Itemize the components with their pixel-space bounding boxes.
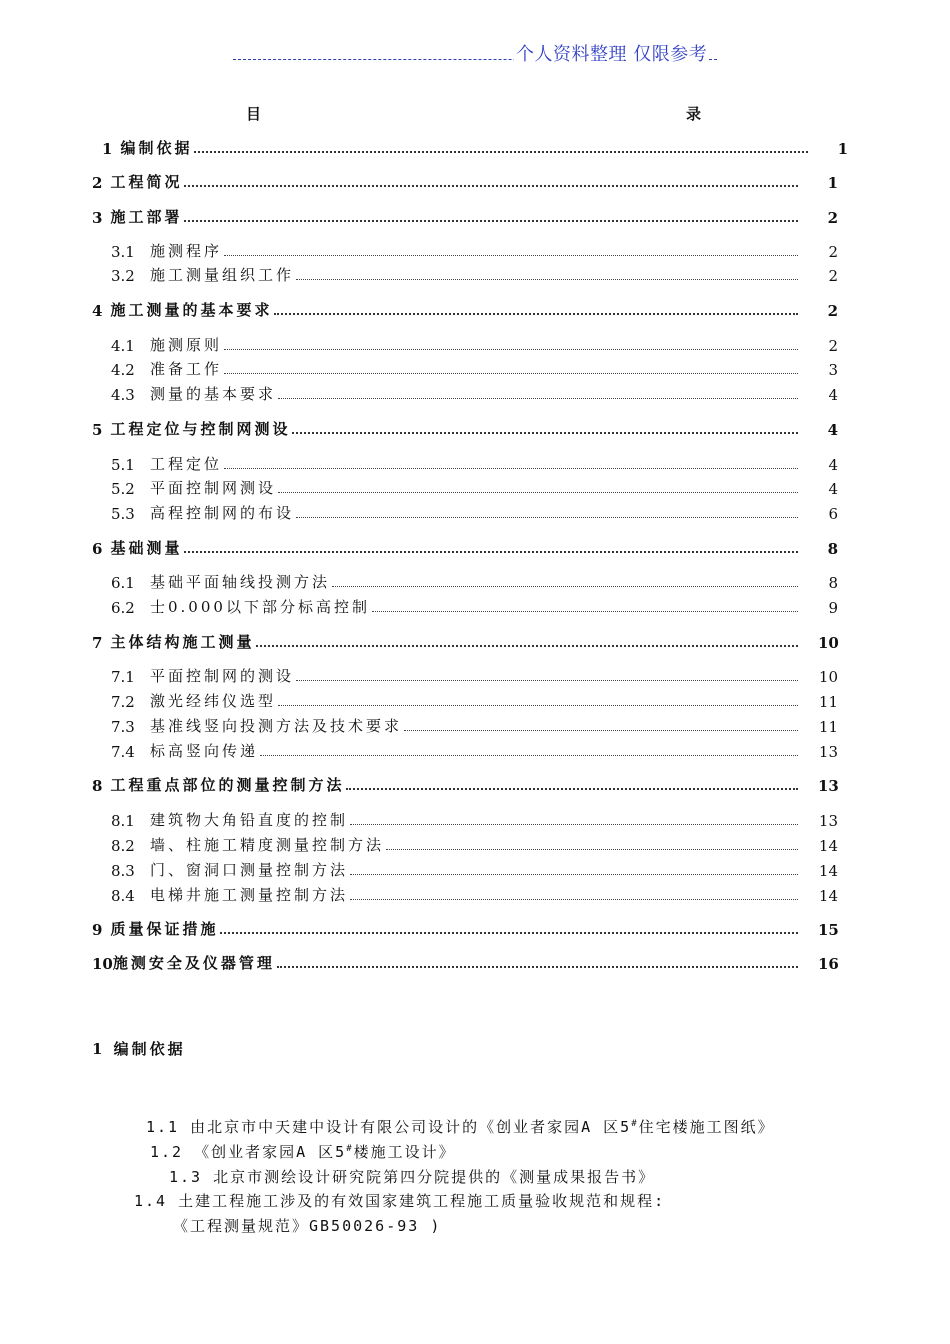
toc-entry-title: 施工部署 xyxy=(110,208,183,226)
header-text: 个人资料整理 仅限参考 xyxy=(514,40,709,66)
toc-entry-number: 2 xyxy=(92,174,103,192)
body-line-text: 1.2 《创业者家园A 区5 xyxy=(150,1143,347,1161)
toc-entry-title: 编制依据 xyxy=(120,139,193,157)
toc-entry-page: 8 xyxy=(828,574,838,592)
body-line xyxy=(150,1141,456,1162)
toc-entry-number: 4 xyxy=(92,302,103,320)
body-line-text: 1.1 由北京市中天建中设计有限公司设计的《创业者家园A 区5 xyxy=(146,1118,632,1136)
toc-entry[interactable] xyxy=(111,833,838,855)
toc-entry-page: 15 xyxy=(818,921,839,939)
toc-entry-page: 4 xyxy=(828,386,838,404)
body-line xyxy=(134,1190,665,1211)
toc-entry-number: 4.1 xyxy=(111,337,135,355)
toc-leader-dots xyxy=(184,551,798,553)
toc-entry-page: 2 xyxy=(828,243,838,261)
toc-entry-number: 8.2 xyxy=(111,837,135,855)
section-title: 1 编制依据 xyxy=(92,1040,186,1058)
toc-leader-dots xyxy=(346,788,798,790)
toc-leader-dots xyxy=(224,255,798,256)
toc-entry-page: 10 xyxy=(818,668,838,686)
toc-entry-title: 激光经纬仪选型 xyxy=(150,692,277,710)
toc-entry-number: 10 xyxy=(92,955,113,973)
toc-leader-dots xyxy=(296,279,798,280)
toc-entry-number: 3.1 xyxy=(111,243,135,261)
toc-entry-page: 2 xyxy=(827,302,838,320)
toc-entry-number: 6.2 xyxy=(111,599,135,617)
toc-entry-page: 8 xyxy=(827,540,838,558)
toc-entry-title: 主体结构施工测量 xyxy=(110,633,255,651)
toc-leader-dots xyxy=(350,899,798,900)
toc-entry-page: 14 xyxy=(818,862,838,880)
body-line xyxy=(146,1116,775,1137)
toc-leader-dots xyxy=(184,185,798,187)
toc-entry-number: 5.2 xyxy=(111,480,135,498)
toc-entry-page: 14 xyxy=(818,837,838,855)
toc-entry-title: 质量保证措施 xyxy=(110,920,219,938)
toc-entry-number: 4.3 xyxy=(111,386,135,404)
toc-entry-page: 1 xyxy=(837,140,848,158)
toc-entry-title: 电梯井施工测量控制方法 xyxy=(150,886,349,904)
toc-entry-title: 工程简况 xyxy=(110,173,183,191)
toc-leader-dots xyxy=(224,468,798,469)
toc-entry-page: 2 xyxy=(828,337,838,355)
toc-entry-number: 7.1 xyxy=(111,668,135,686)
toc-entry-title: 士0.000以下部分标高控制 xyxy=(150,598,370,616)
toc-entry-page: 11 xyxy=(818,718,838,736)
toc-entry-title: 工程重点部位的测量控制方法 xyxy=(110,776,345,794)
body-line xyxy=(173,1215,441,1236)
toc-entry[interactable] xyxy=(92,951,838,973)
toc-entry[interactable] xyxy=(111,883,838,905)
toc-entry[interactable] xyxy=(111,595,838,617)
toc-entry-page: 2 xyxy=(827,209,838,227)
toc-entry[interactable] xyxy=(92,773,838,795)
body-line-superscript: # xyxy=(631,1119,639,1129)
body-line-text: 1.4 土建工程施工涉及的有效国家建筑工程施工质量验收规范和规程: xyxy=(134,1192,666,1210)
body-line-text-tail: 楼施工设计》 xyxy=(353,1143,456,1161)
toc-entry[interactable] xyxy=(92,298,838,320)
toc-entry[interactable] xyxy=(111,452,838,474)
toc-entry[interactable] xyxy=(92,536,838,558)
toc-entry[interactable] xyxy=(111,739,838,761)
toc-leader-dots xyxy=(404,730,798,731)
toc-entry-page: 4 xyxy=(827,421,838,439)
toc-entry[interactable] xyxy=(111,239,838,261)
toc-entry-title: 施测程序 xyxy=(150,242,223,260)
toc-entry-title: 工程定位 xyxy=(150,455,223,473)
toc-entry-page: 4 xyxy=(828,480,838,498)
toc-entry-number: 8.4 xyxy=(111,887,135,905)
toc-entry-number: 1 xyxy=(102,140,113,158)
toc-leader-dots xyxy=(278,705,798,706)
toc-entry-page: 13 xyxy=(818,743,838,761)
toc-entry-number: 6 xyxy=(92,540,103,558)
body-line-text: 《工程测量规范》GB50026-93 ) xyxy=(173,1217,442,1235)
toc-entry-number: 8 xyxy=(92,777,103,795)
toc-entry-title: 平面控制网测设 xyxy=(150,479,277,497)
toc-entry-title: 施测安全及仪器管理 xyxy=(112,954,275,972)
toc-leader-dots xyxy=(296,680,798,681)
toc-entry-page: 9 xyxy=(828,599,838,617)
toc-entry[interactable] xyxy=(92,417,838,439)
toc-leader-dots xyxy=(220,932,798,934)
toc-entry-number: 7 xyxy=(92,634,103,652)
toc-entry-title: 准备工作 xyxy=(150,360,223,378)
toc-entry-title: 墙、柱施工精度测量控制方法 xyxy=(150,836,385,854)
toc-entry[interactable] xyxy=(111,808,838,830)
toc-entry-number: 3.2 xyxy=(111,267,135,285)
toc-entry-title: 门、窗洞口测量控制方法 xyxy=(150,861,349,879)
toc-leader-dots xyxy=(332,586,798,587)
toc-entry-title: 测量的基本要求 xyxy=(150,385,277,403)
toc-entry-number: 6.1 xyxy=(111,574,135,592)
toc-entry-title: 施测原则 xyxy=(150,336,223,354)
toc-entry-number: 5 xyxy=(92,421,103,439)
toc-entry[interactable] xyxy=(111,664,838,686)
toc-leader-dots xyxy=(194,151,808,153)
toc-entry[interactable] xyxy=(111,476,838,498)
toc-entry-number: 7.3 xyxy=(111,718,135,736)
toc-leader-dots xyxy=(224,349,798,350)
body-line xyxy=(169,1166,655,1187)
toc-entry[interactable] xyxy=(92,630,838,652)
toc-entry-page: 1 xyxy=(827,174,838,192)
toc-leader-dots xyxy=(184,220,798,222)
toc-leader-dots xyxy=(386,849,798,850)
toc-entry-page: 16 xyxy=(818,955,839,973)
toc-title-right: 录 xyxy=(686,105,702,123)
toc-entry-page: 13 xyxy=(818,777,839,795)
toc-entry-number: 7.2 xyxy=(111,693,135,711)
toc-leader-dots xyxy=(260,755,798,756)
toc-entry-title: 工程定位与控制网测设 xyxy=(110,420,291,438)
toc-leader-dots xyxy=(256,645,798,647)
toc-entry-title: 平面控制网的测设 xyxy=(150,667,295,685)
toc-entry[interactable] xyxy=(92,170,838,192)
toc-entry-page: 3 xyxy=(828,361,838,379)
toc-entry[interactable] xyxy=(111,689,838,711)
toc-entry-number: 4.2 xyxy=(111,361,135,379)
body-line-text: 1.3 北京市测绘设计研究院第四分院提供的《测量成果报告书》 xyxy=(169,1168,656,1186)
toc-entry[interactable] xyxy=(102,136,848,158)
toc-entry-page: 11 xyxy=(818,693,838,711)
toc-entry[interactable] xyxy=(111,263,838,285)
toc-entry[interactable] xyxy=(111,570,838,592)
toc-title-left: 目 xyxy=(246,105,262,123)
toc-entry-number: 3 xyxy=(92,209,103,227)
toc-leader-dots xyxy=(278,492,798,493)
toc-entry-number: 9 xyxy=(92,921,103,939)
toc-entry-title: 基础测量 xyxy=(110,539,183,557)
toc-leader-dots xyxy=(292,432,798,434)
toc-entry[interactable] xyxy=(111,714,838,736)
toc-entry[interactable] xyxy=(111,333,838,355)
toc-leader-dots xyxy=(277,966,798,968)
toc-entry[interactable] xyxy=(111,501,838,523)
toc-entry-title: 基础平面轴线投测方法 xyxy=(150,573,331,591)
toc-entry-page: 13 xyxy=(818,812,838,830)
toc-entry-number: 5.1 xyxy=(111,456,135,474)
toc-leader-dots xyxy=(224,373,798,374)
toc-leader-dots xyxy=(350,824,798,825)
toc-entry-title: 建筑物大角铅直度的控制 xyxy=(150,811,349,829)
toc-entry-title: 基准线竖向投测方法及技术要求 xyxy=(150,717,403,735)
toc-leader-dots xyxy=(274,313,798,315)
toc-entry[interactable] xyxy=(111,382,838,404)
toc-entry-title: 施工测量的基本要求 xyxy=(110,301,273,319)
toc-entry[interactable] xyxy=(111,357,838,379)
toc-entry[interactable] xyxy=(92,917,838,939)
toc-entry-title: 高程控制网的布设 xyxy=(150,504,295,522)
toc-entry-page: 4 xyxy=(828,456,838,474)
toc-entry-number: 8.1 xyxy=(111,812,135,830)
toc-leader-dots xyxy=(372,611,798,612)
toc-entry-page: 6 xyxy=(828,505,838,523)
toc-leader-dots xyxy=(350,874,798,875)
toc-entry-page: 10 xyxy=(818,634,839,652)
toc-entry-title: 标高竖向传递 xyxy=(150,742,259,760)
toc-entry-page: 2 xyxy=(828,267,838,285)
toc-entry-number: 8.3 xyxy=(111,862,135,880)
toc-entry[interactable] xyxy=(111,858,838,880)
body-line-superscript: # xyxy=(346,1144,354,1154)
toc-entry[interactable] xyxy=(92,205,838,227)
toc-leader-dots xyxy=(278,398,798,399)
toc-entry-number: 7.4 xyxy=(111,743,135,761)
toc-entry-number: 5.3 xyxy=(111,505,135,523)
toc-leader-dots xyxy=(296,517,798,518)
toc-entry-title: 施工测量组织工作 xyxy=(150,266,295,284)
body-line-text-tail: 住宅楼施工图纸》 xyxy=(638,1118,775,1136)
toc-entry-page: 14 xyxy=(818,887,838,905)
